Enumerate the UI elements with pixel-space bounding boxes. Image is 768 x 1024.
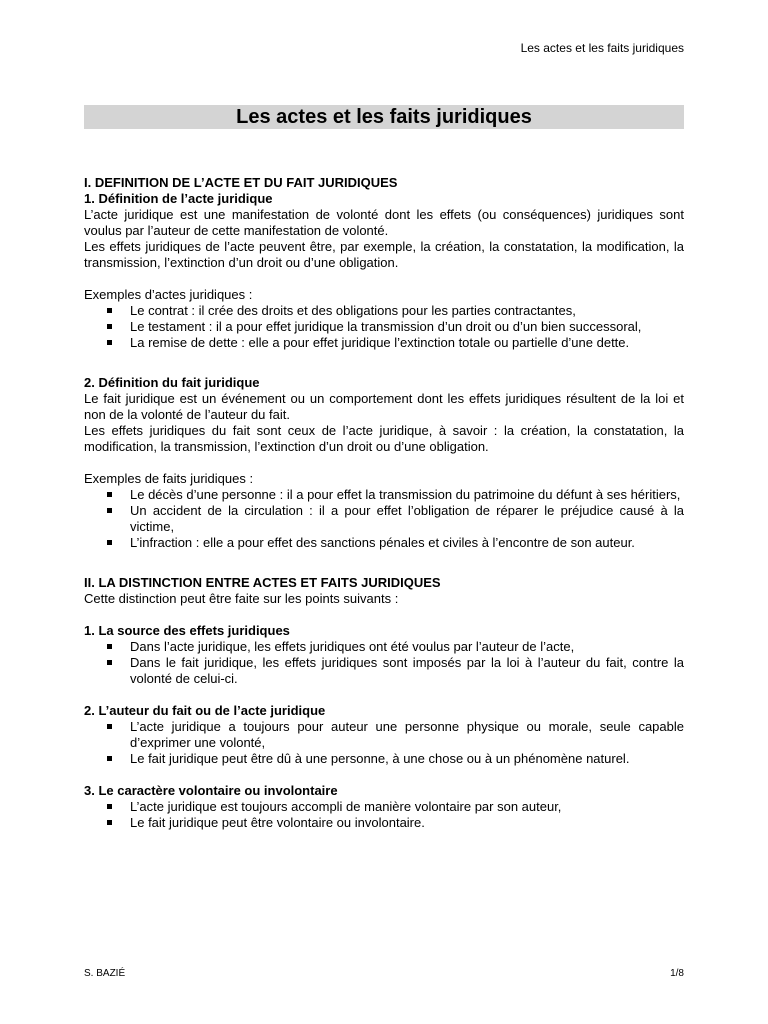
list-item: Le décès d’une personne : il a pour effet la transmission du patrimoine du défunt à ses héritiers, [84,487,684,503]
bullet-list [84,639,684,687]
page-number: 1/8 [670,968,684,979]
paragraph: Les effets juridiques du fait sont ceux de l’acte juridique, à savoir : la création, la constatation, la modification, la transmission, l’extinction d’un droit ou d’une obligation. [84,423,684,454]
list-item: L’infraction : elle a pour effet des sanctions pénales et civiles à l’encontre de son auteur. [84,535,684,551]
paragraph: Cette distinction peut être faite sur les points suivants : [84,591,399,606]
section-1-heading: I. DEFINITION DE L’ACTE ET DU FAIT JURIDIQUES [84,175,398,190]
list-item: Le fait juridique peut être dû à une personne, à une chose ou à un phénomène naturel. [84,751,684,767]
list-item: Le contrat : il crée des droits et des obligations pour les parties contractantes, [84,303,684,319]
section-1-1-heading: 1. Définition de l’acte juridique [84,191,273,206]
list-item: Le fait juridique peut être volontaire ou involontaire. [84,815,684,831]
list-item: Dans le fait juridique, les effets juridiques sont imposés par la loi à l’auteur du fait, contre la volonté de celui-ci. [84,655,684,687]
list-item: Un accident de la circulation : il a pour effet l’obligation de réparer le préjudice causé à la victime, [84,503,684,535]
section-2-heading: II. LA DISTINCTION ENTRE ACTES ET FAITS JURIDIQUES [84,575,441,590]
list-item: L’acte juridique est toujours accompli de manière volontaire par son auteur, [84,799,684,815]
list-item: Le testament : il a pour effet juridique la transmission d’un droit ou d’un bien successoral, [84,319,684,335]
examples-list [84,303,684,351]
paragraph: Les effets juridiques de l’acte peuvent être, par exemple, la création, la constatation, la modification, la transmission, l’extinction d’un droit ou d’une obligation. [84,239,684,270]
list-item: Dans l’acte juridique, les effets juridiques ont été voulus par l’auteur de l’acte, [84,639,684,655]
running-header: Les actes et les faits juridiques [520,41,684,55]
examples-list [84,487,684,551]
paragraph: L’acte juridique est une manifestation de volonté dont les effets (ou conséquences) juridiques sont voulus par l’auteur de cette manifestation de volonté. [84,207,684,238]
list-item: La remise de dette : elle a pour effet juridique l’extinction totale ou partielle d’une dette. [84,335,684,351]
document-title: Les actes et les faits juridiques [84,105,684,129]
list-item: L’acte juridique a toujours pour auteur une personne physique ou morale, seule capable d’exprimer une volonté, [84,719,684,751]
section-2-1-heading: 1. La source des effets juridiques [84,623,290,638]
bullet-list [84,719,684,767]
paragraph: Le fait juridique est un événement ou un comportement dont les effets juridiques résultent de la loi et non de la volonté de l’auteur du fait. [84,391,684,422]
section-2-3-heading: 3. Le caractère volontaire ou involontaire [84,783,338,798]
section-2-2-heading: 2. L’auteur du fait ou de l’acte juridique [84,703,326,718]
examples-label: Exemples d’actes juridiques : [84,287,253,302]
footer-author: S. BAZIÉ [84,968,126,979]
examples-label: Exemples de faits juridiques : [84,471,254,486]
bullet-list [84,799,684,831]
section-1-2-heading: 2. Définition du fait juridique [84,375,260,390]
document-body [84,175,684,831]
